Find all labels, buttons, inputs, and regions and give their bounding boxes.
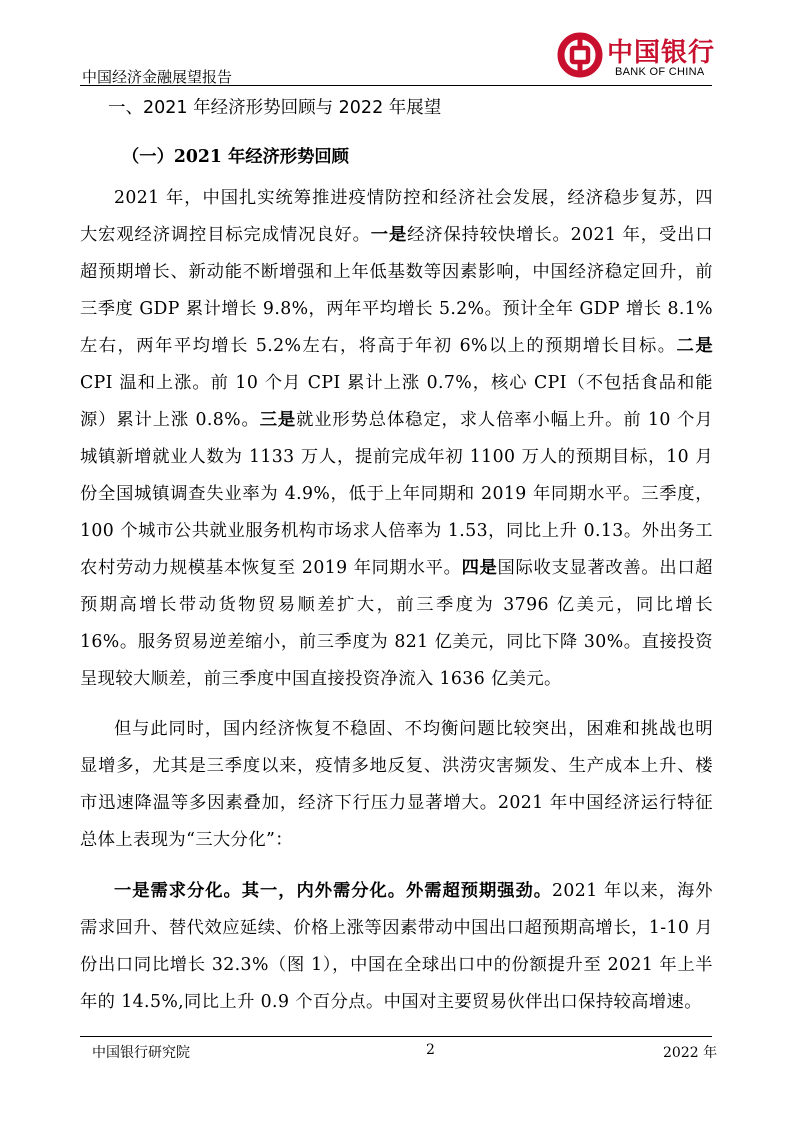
section-title: 一、2021 年经济形势回顾与 2022 年展望 — [108, 98, 442, 118]
paragraph-text: 经济保持较快增长。2021 年，受出口超预期增长、新动能不断增强和上年低基数等因素影响，中国经济稳定回升，前三季度 GDP 累计增长 9.8%，两年平均增长 5.2%。预计全年 GDP 增长 8.1%左右，两年平均增长 5.2%左右，将高于年初 6%以上的预期增长目标。 — [80, 225, 714, 356]
footer-divider — [80, 1036, 712, 1037]
paragraph-text: 国际收支显著改善。出口超预期高增长带动货物贸易顺差扩大，前三季度为 3796 亿美元，同比增长 16%。服务贸易逆差缩小，前三季度为 821 亿美元，同比下降 30%。直接投资呈现较大顺差，前三季度中国直接投资净流入 1636 亿美元。 — [80, 558, 713, 689]
header-divider — [80, 85, 712, 86]
paragraph-economic-review — [80, 180, 713, 698]
paragraph-text: 2021 年，中国扎实统筹推进疫情防控和经济社会发展，经济稳步复苏，四大宏观经济调控目标完成情况良好。 — [80, 188, 713, 245]
paragraph-text: 就业形势总体稳定，求人倍率小幅上升。前 10 个月城镇新增就业人数为 1133 万人，提前完成年初 1100 万人的预期目标，10 月份全国城镇调查失业率为 4.9%，低于上年同期和 2019 年同期水平。三季度，100 个城市公共就业服务机构市场求人倍率为 1.53，同比上升 0.13。外出务工农村劳动力规模基本恢复至 2019 年同期水平。 — [80, 410, 713, 578]
logo-text-en: BANK OF CHINA — [615, 66, 705, 78]
subsection-title: （一）2021 年经济形势回顾 — [122, 147, 349, 167]
bold-lead: 一是需求分化。其一，内外需分化。外需超预期强劲。 — [114, 881, 553, 901]
paragraph-text: 2021 年以来，海外需求回升、替代效应延续、价格上涨等因素带动中国出口超预期高增长，1-10 月份出口同比增长 32.3%（图 1），中国在全球出口中的份额提升至 2021 年上半年的 14.5%,同比上升 0.9 个百分点。中国对主要贸易伙伴出口保持较高增速。 — [80, 881, 713, 1012]
bank-of-china-emblem-icon — [557, 32, 603, 78]
bold-marker-third: 三是 — [259, 410, 297, 430]
footer-organization: 中国银行研究院 — [92, 1045, 190, 1061]
page-number: 2 — [426, 1042, 435, 1058]
paragraph-challenges: 但与此同时，国内经济恢复不稳固、不均衡问题比较突出，困难和挑战也明显增多，尤其是三季度以来，疫情多地反复、洪涝灾害频发、生产成本上升、楼市迅速降温等多因素叠加，经济下行压力显著增大。2021 年中国经济运行特征总体上表现为“三大分化”： — [80, 719, 713, 850]
logo-text-cn: 中国银行 — [607, 38, 716, 68]
paragraph-text: CPI 温和上涨。前 10 个月 CPI 累计上涨 0.7%，核心 CPI（不包括食品和能源）累计上涨 0.8%。 — [80, 373, 713, 430]
bold-marker-first: 一是 — [370, 225, 408, 245]
page-body — [80, 95, 713, 1021]
footer-year: 2022 年 — [663, 1045, 718, 1061]
bank-logo — [557, 30, 717, 82]
report-title: 中国经济金融展望报告 — [82, 68, 233, 86]
bold-marker-second: 二是 — [676, 336, 713, 356]
bold-marker-fourth: 四是 — [461, 558, 498, 578]
paragraph-demand-divergence — [80, 873, 713, 1021]
